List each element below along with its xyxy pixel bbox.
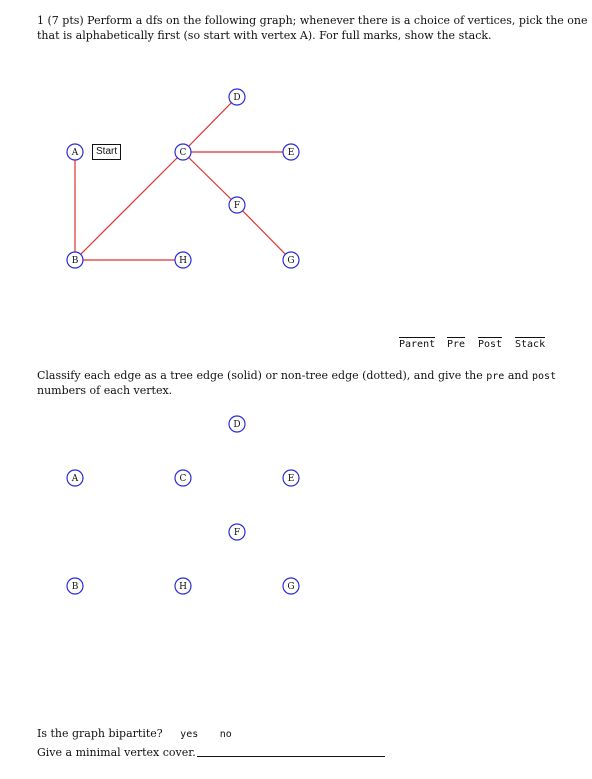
bipartite-yes[interactable]: yes: [180, 729, 199, 740]
graph1-node-label: G: [287, 256, 295, 267]
graph1-node-c: [175, 144, 191, 160]
bipartite-question: [37, 726, 232, 742]
question-line-1: 1 (7 pts) Perform a dfs on the following graph; whenever there is a choice of vertices, pick the one: [37, 14, 588, 27]
graph2-node-h: [175, 578, 191, 594]
graph2-node-label: C: [179, 474, 187, 485]
classify-line-2: numbers of each vertex.: [37, 384, 173, 397]
graph2-node-e: [283, 470, 299, 486]
classify-post: post: [532, 371, 557, 382]
question-line-2: that is alphabetically first (so start with vertex A). For full marks, show the stack.: [37, 29, 492, 42]
graph2-node-label: D: [233, 420, 241, 431]
classify-text: Classify each edge as a tree edge (solid) or non-tree edge (dotted), and give the: [37, 369, 483, 382]
header-parent: Parent: [399, 339, 436, 350]
classify-and: and: [507, 369, 529, 382]
graph2-node-label: A: [71, 474, 79, 485]
graph1-node-a: [67, 144, 83, 160]
start-label: Start: [92, 144, 121, 160]
graph1-node-label: C: [179, 148, 187, 159]
header-post: Post: [478, 339, 503, 350]
graph1-edge-c-f: [183, 152, 237, 205]
graph1-node-label: D: [233, 93, 241, 104]
graph1-node-e: [283, 144, 299, 160]
classify-line-1: [37, 368, 556, 384]
graph2-node-label: F: [233, 528, 241, 539]
graph1-node-label: E: [287, 148, 295, 159]
bipartite-no[interactable]: no: [219, 729, 232, 740]
vertex-cover-question: Give a minimal vertex cover.: [37, 746, 196, 759]
header-stack: Stack: [515, 339, 546, 350]
graph1-node-label: B: [71, 256, 79, 267]
graph2-node-label: B: [71, 582, 79, 593]
bipartite-text: Is the graph bipartite?: [37, 727, 163, 740]
graph2-node-d: [229, 416, 245, 432]
header-pre: Pre: [447, 339, 466, 350]
graph1-edge-b-c: [75, 152, 183, 260]
graph1-node-f: [229, 197, 245, 213]
graph2-node-b: [67, 578, 83, 594]
graph1-node-h: [175, 252, 191, 268]
graph1-edge-c-d: [183, 97, 237, 152]
graph1-node-g: [283, 252, 299, 268]
graph1-node-d: [229, 89, 245, 105]
graph2-node-label: E: [287, 474, 295, 485]
graph1-node-label: H: [179, 256, 187, 267]
graph2-node-label: H: [179, 582, 187, 593]
graph1-node-label: A: [71, 148, 79, 159]
graph1-node-label: F: [233, 201, 241, 212]
graph2-node-c: [175, 470, 191, 486]
classify-pre: pre: [486, 371, 505, 382]
graph2-node-g: [283, 578, 299, 594]
graph2-node-a: [67, 470, 83, 486]
graph1-node-b: [67, 252, 83, 268]
vertex-cover-answer-line[interactable]: [197, 756, 385, 757]
graph2-node-f: [229, 524, 245, 540]
graph1-edge-f-g: [237, 205, 291, 260]
graph2-node-label: G: [287, 582, 295, 593]
